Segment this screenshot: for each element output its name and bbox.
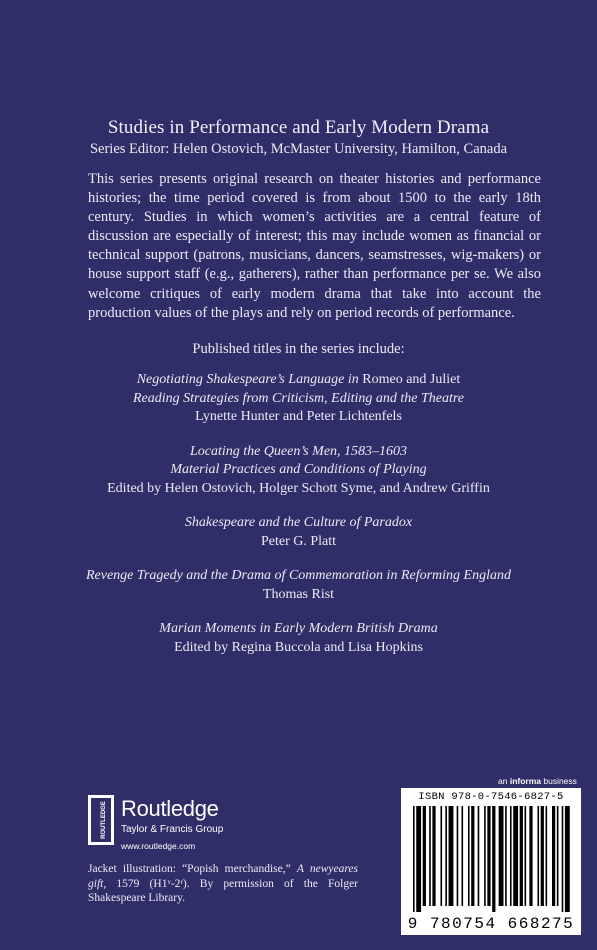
book-entry [0, 567, 597, 604]
isbn-barcode [401, 788, 581, 935]
book-author: Lynette Hunter and Peter Lichtenfels [195, 409, 402, 424]
jacket-work-title: A newyeares gift [88, 863, 358, 890]
book-title-part: Negotiating Shakespeare’s Language in [136, 372, 363, 387]
barcode-bar [529, 806, 532, 906]
play-title: Romeo and Juliet [362, 372, 461, 387]
book-entry [0, 620, 597, 657]
publisher-group: Taylor & Francis Group [121, 824, 224, 835]
series-description: This series presents original research on theater histories and performance histories; the time period covered is from about 1500 to the early 18th century. Studies in which women’s activities are a central feature of discussion are especially of interest; this may include women as financial or technical support (patrons, musicians, dancers, seamstresses, wig-makers) or house support staff (e.g., gatherers), rather than performance per se. We also welcome critiques of early modern drama that take into account the production values of the plays and rely on period records of performance. [88, 171, 541, 321]
book-entry [0, 371, 597, 427]
book-author: Peter G. Platt [260, 533, 337, 549]
barcode-bar [510, 806, 512, 906]
barcode-bar [562, 806, 564, 912]
book-subtitle: Material Practices and Conditions of Playing [170, 462, 427, 477]
barcode-bar [461, 806, 463, 906]
barcode-bar [457, 806, 459, 906]
barcode-bar [468, 806, 470, 906]
publisher-url: www.routledge.com [121, 841, 196, 851]
book-title: Locating the Queen’s Men, 1583–1603 [189, 443, 408, 459]
barcode-bar [520, 806, 523, 906]
book-author: Edited by Helen Ostovich, Holger Schott Syme, and Andrew Griffin [107, 480, 490, 496]
barcode-bar [557, 806, 559, 906]
barcode-bar [478, 806, 480, 906]
barcode-bar [449, 806, 454, 906]
series-editor: Series Editor: Helen Ostovich, McMaster University, Hamilton, Canada [89, 141, 508, 157]
published-titles-header: Published titles in the series include: [192, 341, 405, 357]
barcode-bar [429, 806, 431, 906]
barcode-bar [546, 806, 548, 906]
publisher-block [121, 798, 223, 851]
barcode-bar [537, 806, 539, 906]
barcode-bar [484, 806, 486, 906]
book-title: Shakespeare and the Culture of Paradox [184, 515, 413, 530]
book-entry [0, 443, 597, 499]
barcode-bar [445, 806, 447, 906]
barcode-bars [413, 806, 573, 912]
barcode-bar [416, 806, 421, 912]
book-title: Revenge Tragedy and the Drama of Commemoration in Reforming England [85, 568, 511, 583]
book-entry [0, 514, 597, 551]
publisher-name: Routledge [121, 796, 219, 821]
barcode-digits: 9 780754 668275 [407, 915, 575, 933]
barcode-bar [525, 806, 527, 906]
barcode-bar [505, 806, 507, 906]
informa-brand: informa [509, 776, 541, 786]
book-subtitle: Reading Strategies from Criticism, Editing and the Theatre [132, 390, 465, 406]
book-title [0, 371, 597, 390]
barcode-bar [423, 806, 426, 906]
barcode-bar [541, 806, 544, 906]
published-titles-list [0, 371, 597, 673]
book-author: Edited by Regina Buccola and Lisa Hopkins [174, 639, 423, 655]
routledge-logo-icon [88, 795, 114, 845]
jacket-illustration-credit: Jacket illustration: “Popish merchandise,” A newyeares gift, 1579 (H1ᵛ-2ʳ). By permission of the Folger Shakespeare Library. [88, 863, 358, 904]
barcode-bar [565, 806, 570, 912]
book-author: Thomas Rist [262, 586, 335, 602]
book-title: Marian Moments in Early Modern British Drama [159, 621, 438, 636]
barcode-bar [487, 806, 490, 906]
barcode-bar [413, 806, 415, 912]
barcode-bar [432, 806, 435, 906]
barcode-bar [513, 806, 518, 906]
barcode-bar [440, 806, 442, 906]
barcode-bar [499, 806, 504, 906]
informa-business-tag: an informa business [498, 776, 577, 786]
barcode-bar [492, 806, 495, 912]
barcode-bar [552, 806, 555, 906]
logo-wordmark: ROUTLEDGE [101, 801, 107, 839]
series-title: Studies in Performance and Early Modern Drama [107, 117, 490, 138]
barcode-bar [471, 806, 474, 906]
isbn-text: ISBN 978-0-7546-6827-5 [418, 791, 564, 803]
